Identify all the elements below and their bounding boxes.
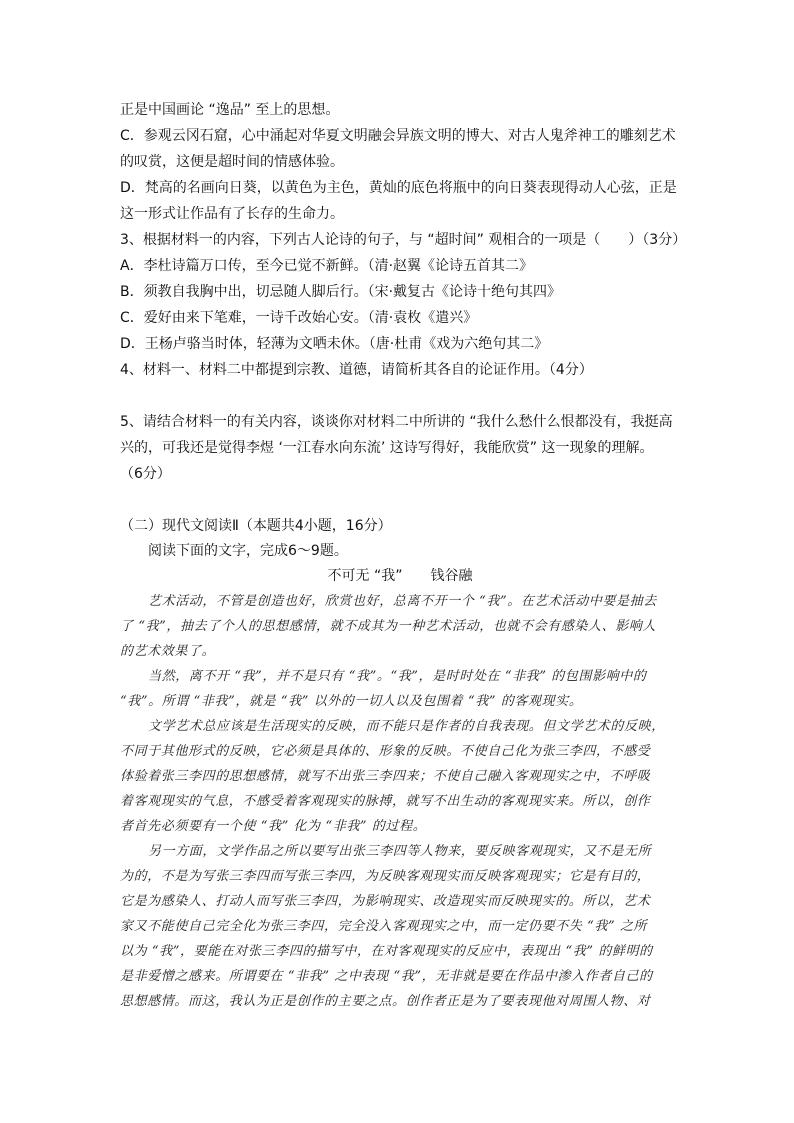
option-d-line-1: D．梵高的名画向日葵，以黄色为主色，黄灿的底色将瓶中的向日葵表现得动人心弦，正是	[120, 180, 677, 196]
question-3-option-a: A．李杜诗篇万口传，至今已觉不新鲜。（清·赵翼《论诗五首其二》	[120, 258, 534, 274]
question-3: 3、根据材料一的内容，下列古人论诗的句子，与 “超时间” 观相合的一项是（ ）（3分）	[120, 232, 687, 248]
passage-line: 以为 “我”，要能在对张三李四的描写中，在对客观现实的反应中，表现出 “我” 的鲜明的	[120, 944, 653, 959]
question-4: 4、材料一、材料二中都提到宗教、道德，请简析其各自的论证作用。（4分）	[120, 362, 593, 378]
question-3-option-d: D．王杨卢骆当时体，轻薄为文哂未休。（唐·杜甫《戏为六绝句其二》	[120, 336, 549, 352]
passage-line: 当然，离不开 “我”，并不是只有 “我”。“我”，是时时处在 “非我” 的包围影响中的	[148, 669, 647, 684]
passage-line: 另一方面，文学作品之所以要写出张三李四等人物来，要反映客观现实，又不是无所	[148, 844, 652, 859]
passage-line: 家又不能使自己完全化为张三李四，完全没入客观现实之中，而一定仍要不失 “我” 之所	[120, 919, 648, 934]
passage-line: 文学艺术总应该是生活现实的反映，而不能只是作者的自我表现。但文学艺术的反映，	[148, 719, 665, 734]
passage-line: 了 “我”，抽去了个人的思想感情，就不成其为一种艺术活动，也就不会有感染人、影响人	[120, 619, 657, 634]
passage-line: 艺术活动，不管是创造也好，欣赏也好，总离不开一个 “我”。在艺术活动中要是抽去	[148, 594, 657, 609]
passage-line: 者首先必须要有一个使 “我” 化为 “非我” 的过程。	[120, 819, 427, 834]
passage-line: 不同于其他形式的反映，它必须是具体的、形象的反映。不使自己化为张三李四，不感受	[120, 744, 651, 759]
question-3-option-b: B．须教自我胸中出，切忌随人脚后行。（宋·戴复古《论诗十绝句其四》	[120, 284, 562, 300]
passage-line: 为的，不是为写张三李四而写张三李四，为反映客观现实而反映客观现实；它是有目的，	[120, 869, 651, 884]
section-instruction: 阅读下面的文字，完成6～9题。	[148, 543, 348, 559]
passage-line: 体验着张三李四的思想感情，就写不出张三李四来；不使自己融入客观现实之中，不呼吸	[120, 769, 651, 784]
option-c-line-1: C．参观云冈石窟，心中涌起对华夏文明融会异族文明的博大、对古人鬼斧神工的雕刻艺术	[120, 128, 676, 144]
question-3-option-c: C．爱好由来下笔难，一诗千改始心安。（清·袁枚《遣兴》	[120, 310, 478, 326]
question-5-line-1: 5、请结合材料一的有关内容，谈谈你对材料二中所讲的 “我什么愁什么恨都没有，我挺高	[120, 414, 673, 430]
passage-title: 不可无 “我” 钱谷融	[327, 568, 473, 584]
option-c-line-2: 的叹赏，这便是超时间的情感体验。	[120, 154, 344, 170]
passage-line: 它是为感染人、打动人而写张三李四，为影响现实、改造现实而反映现实的。所以，艺术	[120, 894, 651, 909]
option-d-line-2: 这一形式让作品有了长存的生命力。	[120, 206, 344, 222]
question-5-line-3: （6分）	[120, 466, 171, 482]
passage-line: 是非爱憎之感来。所谓要在 “非我” 之中表现 “我”，无非就是要在作品中渗入作者自己的	[120, 969, 653, 984]
text-line: 正是中国画论 “逸品” 至上的思想。	[120, 102, 340, 118]
passage-line: 思想感情。而这，我认为正是创作的主要之点。创作者正是为了要表现他对周围人物、对	[120, 994, 651, 1009]
question-5-line-2: 兴的，可我还是觉得李煜 ‘一江春水向东流’ 这诗写得好，我能欣赏” 这一现象的理解。	[120, 440, 654, 456]
passage-line: 着客观现实的气息，不感受着客观现实的脉搏，就写不出生动的客观现实来。所以，创作	[120, 794, 651, 809]
passage-line: 的艺术效果了。	[120, 644, 216, 659]
passage-line: “我”。所谓 “非我”，就是 “我” 以外的一切人以及包围着 “我” 的客观现实。	[120, 694, 583, 709]
section-heading: （二）现代文阅读Ⅱ（本题共4小题，16分）	[120, 518, 392, 534]
